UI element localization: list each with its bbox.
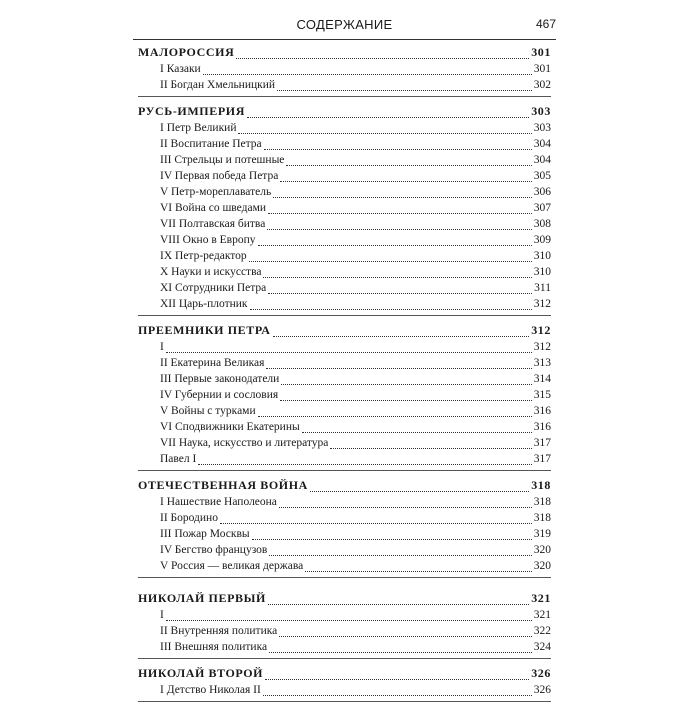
toc-section [138, 665, 551, 702]
entry-page: 310 [533, 250, 551, 262]
entry-page: 312 [533, 298, 551, 310]
section-page: 321 [531, 591, 551, 605]
dot-leader [166, 609, 532, 621]
entry-title: II Воспитание Петра [160, 138, 262, 150]
dot-leader [249, 250, 532, 262]
dot-leader [236, 47, 529, 59]
toc-entry [138, 232, 551, 248]
entry-page: 308 [533, 218, 551, 230]
toc-entry [138, 451, 551, 467]
dot-leader [263, 684, 532, 696]
entry-title: IX Петр-редактор [160, 250, 247, 262]
toc-section [138, 477, 551, 578]
table-of-contents [138, 44, 551, 708]
dot-leader [268, 282, 532, 294]
entry-title: VII Полтавская битва [160, 218, 266, 230]
entry-title: III Пожар Москвы [160, 528, 250, 540]
entry-title: IV Губернии и сословия [160, 389, 279, 401]
toc-entry [138, 296, 551, 312]
dot-leader [280, 170, 531, 182]
toc-entry [138, 200, 551, 216]
toc-entry [138, 558, 551, 574]
dot-leader [305, 560, 532, 572]
entry-title: XI Сотрудники Петра [160, 282, 267, 294]
entry-title: X Науки и искусства [160, 266, 262, 278]
dot-leader [273, 325, 530, 337]
toc-entry [138, 77, 551, 93]
entry-page: 324 [533, 641, 551, 653]
dot-leader [258, 234, 532, 246]
toc-entry [138, 419, 551, 435]
toc-entry [138, 494, 551, 510]
toc-entry [138, 339, 551, 355]
dot-leader [302, 421, 532, 433]
section-page: 301 [531, 45, 551, 59]
dot-leader [286, 154, 531, 166]
dot-leader [279, 496, 532, 508]
entry-title: III Стрельцы и потешные [160, 154, 285, 166]
entry-page: 326 [533, 684, 551, 696]
entry-page: 321 [533, 609, 551, 621]
entry-page: 302 [533, 79, 551, 91]
toc-section-heading [138, 665, 551, 682]
entry-page: 320 [533, 560, 551, 572]
toc-entry [138, 184, 551, 200]
entry-page: 318 [533, 496, 551, 508]
dot-leader [330, 437, 531, 449]
entry-title: I [160, 341, 164, 353]
section-title: НИКОЛАЙ ВТОРОЙ [138, 666, 264, 680]
page-number: 467 [535, 17, 556, 31]
entry-page: 312 [533, 341, 551, 353]
section-page: 318 [531, 478, 551, 492]
section-page: 312 [531, 323, 551, 337]
dot-leader [268, 593, 529, 605]
toc-section-heading [138, 590, 551, 607]
toc-entry [138, 510, 551, 526]
section-page: 303 [531, 104, 551, 118]
entry-title: VI Война со шведами [160, 202, 267, 214]
toc-entry [138, 61, 551, 77]
section-title: РУСЬ-ИМПЕРИЯ [138, 104, 245, 118]
toc-entry [138, 355, 551, 371]
toc-section [138, 322, 551, 471]
toc-entry [138, 280, 551, 296]
entry-title: I Петр Великий [160, 122, 237, 134]
dot-leader [220, 512, 532, 524]
entry-page: 310 [533, 266, 551, 278]
entry-title: IV Первая победа Петра [160, 170, 279, 182]
entry-title: II Бородино [160, 512, 218, 524]
dot-leader [281, 373, 531, 385]
dot-leader [277, 79, 532, 91]
entry-title: VII Наука, искусство и литература [160, 437, 329, 449]
section-title: НИКОЛАЙ ПЕРВЫЙ [138, 591, 266, 605]
entry-page: 304 [533, 154, 551, 166]
entry-page: 317 [533, 437, 551, 449]
toc-entry [138, 607, 551, 623]
dot-leader [279, 625, 532, 637]
entry-title: V Петр-мореплаватель [160, 186, 272, 198]
entry-page: 309 [533, 234, 551, 246]
toc-section-heading [138, 103, 551, 120]
dot-leader [265, 668, 529, 680]
toc-entry [138, 264, 551, 280]
toc-section [138, 44, 551, 97]
entry-title: Павел I [160, 453, 197, 465]
entry-page: 319 [533, 528, 551, 540]
toc-entry [138, 639, 551, 655]
entry-page: 314 [533, 373, 551, 385]
dot-leader [258, 405, 532, 417]
entry-page: 303 [533, 122, 551, 134]
entry-page: 301 [533, 63, 551, 75]
dot-leader [269, 641, 532, 653]
dot-leader [273, 186, 532, 198]
toc-entry [138, 152, 551, 168]
dot-leader [198, 453, 531, 465]
entry-page: 316 [533, 421, 551, 433]
dot-leader [266, 357, 531, 369]
entry-title: I Детство Николая II [160, 684, 261, 696]
dot-leader [280, 389, 532, 401]
section-page: 326 [531, 666, 551, 680]
toc-entry [138, 682, 551, 698]
entry-title: V Россия — великая держава [160, 560, 304, 572]
dot-leader [247, 106, 529, 118]
toc-entry [138, 387, 551, 403]
dot-leader [238, 122, 531, 134]
dot-leader [268, 202, 532, 214]
entry-title: VIII Окно в Европу [160, 234, 256, 246]
toc-entry [138, 435, 551, 451]
entry-title: III Первые законодатели [160, 373, 280, 385]
entry-title: VI Сподвижники Екатерины [160, 421, 300, 433]
entry-page: 316 [533, 405, 551, 417]
toc-entry [138, 526, 551, 542]
entry-title: V Войны с турками [160, 405, 256, 417]
toc-section [138, 103, 551, 316]
entry-title: II Богдан Хмельницкий [160, 79, 276, 91]
entry-title: XII Царь-плотник [160, 298, 248, 310]
entry-title: I Казаки [160, 63, 201, 75]
entry-page: 307 [533, 202, 551, 214]
entry-title: I [160, 609, 164, 621]
dot-leader [250, 298, 532, 310]
toc-section-heading [138, 322, 551, 339]
toc-entry [138, 168, 551, 184]
entry-title: II Екатерина Великая [160, 357, 265, 369]
entry-page: 317 [533, 453, 551, 465]
entry-page: 306 [533, 186, 551, 198]
toc-entry [138, 542, 551, 558]
entry-page: 322 [533, 625, 551, 637]
toc-entry [138, 248, 551, 264]
dot-leader [269, 544, 531, 556]
section-title: ПРЕЕМНИКИ ПЕТРА [138, 323, 271, 337]
toc-entry [138, 371, 551, 387]
toc-entry [138, 216, 551, 232]
section-title: МАЛОРОССИЯ [138, 45, 235, 59]
dot-leader [252, 528, 532, 540]
entry-page: 320 [533, 544, 551, 556]
entry-page: 304 [533, 138, 551, 150]
entry-page: 311 [534, 282, 551, 294]
entry-title: III Внешняя политика [160, 641, 268, 653]
section-title: ОТЕЧЕСТВЕННАЯ ВОЙНА [138, 478, 308, 492]
running-header [133, 17, 556, 40]
dot-leader [267, 218, 531, 230]
entry-page: 305 [533, 170, 551, 182]
dot-leader [203, 63, 532, 75]
toc-entry [138, 403, 551, 419]
header-title: СОДЕРЖАНИЕ [296, 17, 393, 32]
toc-entry [138, 120, 551, 136]
toc-entry [138, 623, 551, 639]
dot-leader [263, 266, 531, 278]
toc-section-heading [138, 477, 551, 494]
entry-page: 315 [533, 389, 551, 401]
entry-title: IV Бегство французов [160, 544, 268, 556]
toc-section-heading [138, 44, 551, 61]
entry-page: 313 [533, 357, 551, 369]
toc-entry [138, 136, 551, 152]
dot-leader [166, 341, 532, 353]
entry-title: I Нашествие Наполеона [160, 496, 277, 508]
toc-section [138, 590, 551, 659]
dot-leader [310, 480, 529, 492]
dot-leader [264, 138, 532, 150]
entry-page: 318 [533, 512, 551, 524]
entry-title: II Внутренняя политика [160, 625, 278, 637]
